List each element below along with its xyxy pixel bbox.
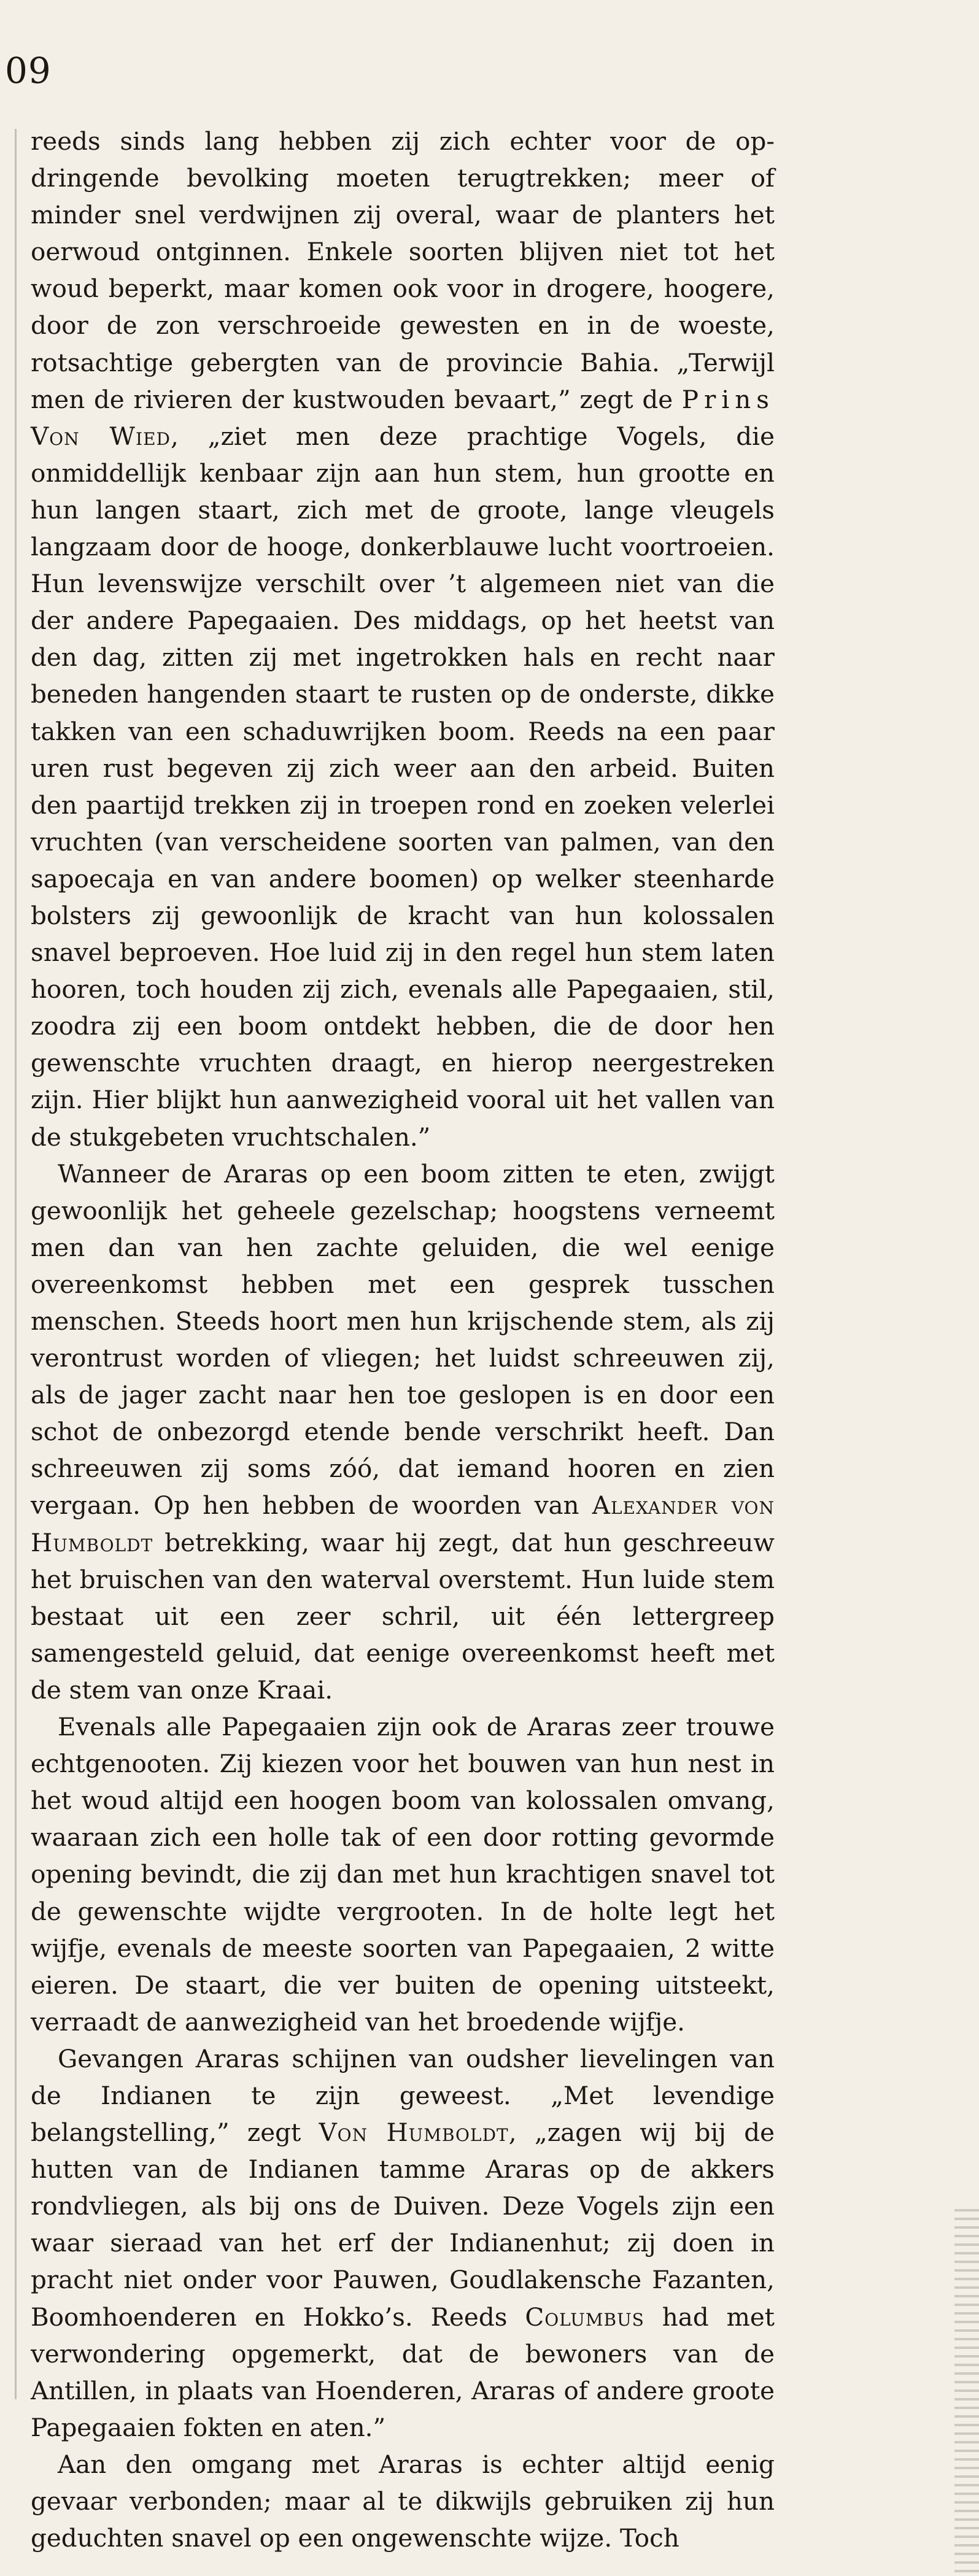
person-name: Von Humboldt: [319, 2118, 509, 2148]
text-run: Aan den omgang met Araras is echter altijd eenig gevaar verbonden; maar al te dikwijls gebruiken zij hun geduchten snavel op een ongewenschte wijze. Toch: [31, 2449, 775, 2553]
text-column: [31, 123, 775, 2556]
text-run: , „ziet men deze prachtige Vogels, die onmiddellijk kenbaar zijn aan hun stem, hun grootte en hun langen staart, zich met de groote, lange vleugels langzaam door de hooge, donkerblauwe lucht voortroeien. Hun levenswijze verschilt over ’t algemeen niet van die der andere Papegaaien. Des middags, op het heetst van den dag, zitten zij met ingetrokken hals en recht naar beneden hangenden staart te rusten op de onderste, dikke takken van een schaduwrijken boom. Reeds na een paar uren rust begeven zij zich weer aan den arbeid. Buiten den paartijd trekken zij in troepen rond en zoeken velerlei vruchten (van verscheidene soorten van palmen, van den sapoecaja en van andere boomen) op welker steenharde bolsters zij gewoonlijk de kracht van hun kolossalen snavel beproeven. Hoe luid zij in den regel hun stem laten hooren, toch houden zij zich, evenals alle Papegaaien, stil, zoodra zij een boom ontdekt hebben, die de door hen gewenschte vruchten draagt, en hierop neergestreken zijn. Hier blijkt hun aanwezigheid vooral uit het vallen van de stukgebeten vruchtschalen.”: [31, 421, 775, 1152]
body-paragraph: [31, 123, 775, 1155]
body-paragraph: [31, 2446, 775, 2556]
margin-rule: [15, 129, 17, 2399]
person-name: Alexander von Humboldt: [31, 1490, 775, 1557]
spaced-title: Prins: [681, 384, 775, 414]
body-paragraph: [31, 1155, 775, 1708]
text-run: had met verwondering opgemerkt, dat de bewoners van de Antillen, in plaats van Hoenderen, Araras of andere groote Papegaaien fokten en aten.”: [31, 2302, 775, 2442]
person-name: Von Wied: [31, 421, 171, 451]
text-run: Evenals alle Papegaaien zijn ook de Araras zeer trouwe echtgenooten. Zij kiezen voor het bouwen van hun nest in het woud altijd een hoogen boom van kolossalen omvang, waaraan zich een holle tak of een door rotting gevormde opening bevindt, die zij dan met hun krachtigen snavel tot de gewenschte wijdte vergrooten. In de holte legt het wijfje, evenals de meeste soorten van Papegaaien, 2 witte eieren. De staart, die ver buiten de opening uitsteekt, verraadt de aanwezigheid van het broedende wijfje.: [31, 1712, 775, 2037]
binding-edge: [954, 2209, 979, 2576]
text-run: betrekking, waar hij zegt, dat hun geschreeuw het bruischen van den waterval overstemt. Hun luide stem bestaat uit een zeer schril, uit één lettergreep samengesteld geluid, dat eenige overeenkomst heeft met de stem van onze Kraai.: [31, 1527, 775, 1705]
text-run: reeds sinds lang hebben zij zich echter voor de opdringende bevolking moeten terugtrekken; meer of minder snel verdwijnen zij overal, waar de planters het oerwoud ontginnen. Enkele soorten blijven niet tot het woud beperkt, maar komen ook voor in drogere, hoogere, door de zon verschroeide gewesten en in de woeste, rotsachtige gebergten van de provincie Bahia. „Terwijl men de rivieren der kustwouden bevaart,” zegt de: [31, 126, 775, 414]
page-number: 09: [5, 50, 52, 91]
text-run: , „zagen wij bij de hutten van de Indianen tamme Araras op de akkers rondvliegen, als bij ons de Duiven. Deze Vogels zijn een waar sieraad van het erf der Indianenhut; zij doen in pracht niet onder voor Pauwen, Goudlakensche Fazanten, Boomhoenderen en Hokko’s. Reeds: [31, 2118, 775, 2332]
body-paragraph: [31, 1708, 775, 2040]
body-paragraph: [31, 2040, 775, 2446]
text-run: Wanneer de Araras op een boom zitten te eten, zwijgt gewoonlijk het geheele gezelschap; hoogstens verneemt men dan van hen zachte geluiden, die wel eenige overeenkomst hebben met een gesprek tusschen menschen. Steeds hoort men hun krijschende stem, als zij verontrust worden of vliegen; het luidst schreeuwen zij, als de jager zacht naar hen toe geslopen is en door een schot de onbezorgd etende bende verschrikt heeft. Dan schreeuwen zij soms zóó, dat iemand hooren en zien vergaan. Op hen hebben de woorden van: [31, 1159, 775, 1521]
text-run: Gevangen Araras schijnen van oudsher lievelingen van de Indianen te zijn geweest. „Met levendige belangstelling,” zegt: [31, 2043, 775, 2148]
person-name: Columbus: [525, 2302, 644, 2332]
